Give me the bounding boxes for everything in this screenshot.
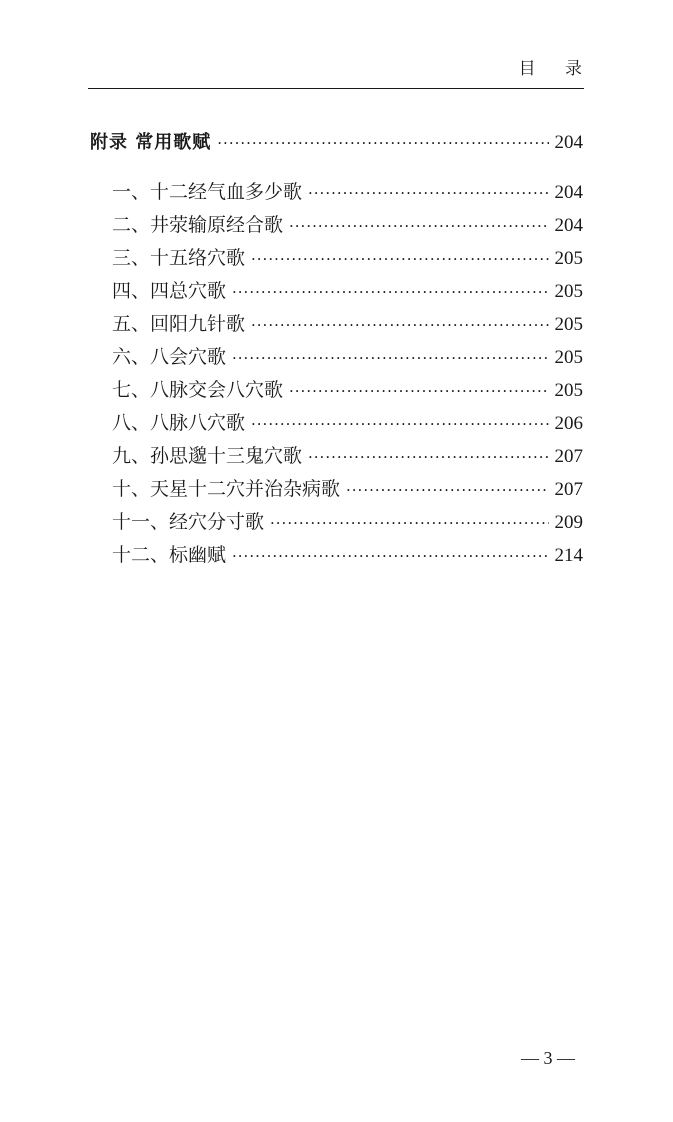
- toc-entry-title: 四、四总穴歌: [112, 280, 227, 302]
- dot-leader: [232, 342, 548, 375]
- toc-entry[interactable]: [90, 176, 583, 209]
- toc-page-number: 205: [554, 380, 583, 401]
- dot-leader: [251, 309, 548, 342]
- toc-page-number: 206: [554, 413, 583, 434]
- dot-leader: [308, 177, 548, 210]
- dot-leader: [308, 441, 548, 474]
- toc-page-number: 205: [554, 314, 583, 335]
- dot-leader: [251, 243, 548, 276]
- dot-leader: [232, 540, 548, 573]
- dot-leader: [232, 276, 548, 309]
- toc-entry[interactable]: [90, 209, 583, 242]
- toc-page-number: 214: [554, 545, 583, 566]
- toc-entry[interactable]: [90, 506, 583, 539]
- toc-section-title: 附录 常用歌赋: [90, 132, 212, 153]
- toc-entry-title: 十、天星十二穴并治杂病歌: [112, 478, 341, 500]
- toc-page-number: 205: [554, 281, 583, 302]
- toc-entry[interactable]: [90, 407, 583, 440]
- table-of-contents: [90, 126, 583, 572]
- toc-entry-title: 九、孙思邈十三鬼穴歌: [112, 445, 303, 467]
- toc-entry-title: 七、八脉交会八穴歌: [112, 379, 284, 401]
- toc-entry-title: 五、回阳九针歌: [112, 313, 246, 335]
- toc-entry[interactable]: [90, 374, 583, 407]
- toc-entry-title: 六、八会穴歌: [112, 346, 227, 368]
- dot-leader: [217, 127, 548, 160]
- toc-section-appendix[interactable]: [90, 126, 583, 159]
- toc-entry-title: 十一、经穴分寸歌: [112, 511, 265, 533]
- dot-leader: [289, 210, 548, 243]
- dot-leader: [346, 474, 548, 507]
- toc-entry[interactable]: [90, 308, 583, 341]
- toc-entry-title: 一、十二经气血多少歌: [112, 181, 303, 203]
- toc-page-number: 209: [554, 512, 583, 533]
- dot-leader: [270, 507, 548, 540]
- running-head-title: 目 录: [518, 59, 594, 79]
- toc-page-number: 204: [554, 132, 583, 153]
- toc-entry-title: 八、八脉八穴歌: [112, 412, 246, 434]
- toc-page-number: 207: [554, 479, 583, 500]
- toc-page-number: 205: [554, 347, 583, 368]
- toc-entry-title: 十二、标幽赋: [112, 544, 227, 566]
- toc-entry[interactable]: [90, 275, 583, 308]
- dot-leader: [289, 375, 548, 408]
- dot-leader: [251, 408, 548, 441]
- toc-page-number: 207: [554, 446, 583, 467]
- toc-entry-title: 三、十五络穴歌: [112, 247, 246, 269]
- toc-entry[interactable]: [90, 440, 583, 473]
- toc-entry-title: 二、井荥输原经合歌: [112, 214, 284, 236]
- toc-entry[interactable]: [90, 539, 583, 572]
- running-head: [88, 58, 594, 89]
- toc-entry[interactable]: [90, 341, 583, 374]
- toc-page-number: 205: [554, 248, 583, 269]
- toc-entry[interactable]: [90, 242, 583, 275]
- toc-page-number: 204: [554, 215, 583, 236]
- toc-page-number: 204: [554, 182, 583, 203]
- page-number: — 3 —: [521, 1048, 575, 1068]
- toc-entry[interactable]: [90, 473, 583, 506]
